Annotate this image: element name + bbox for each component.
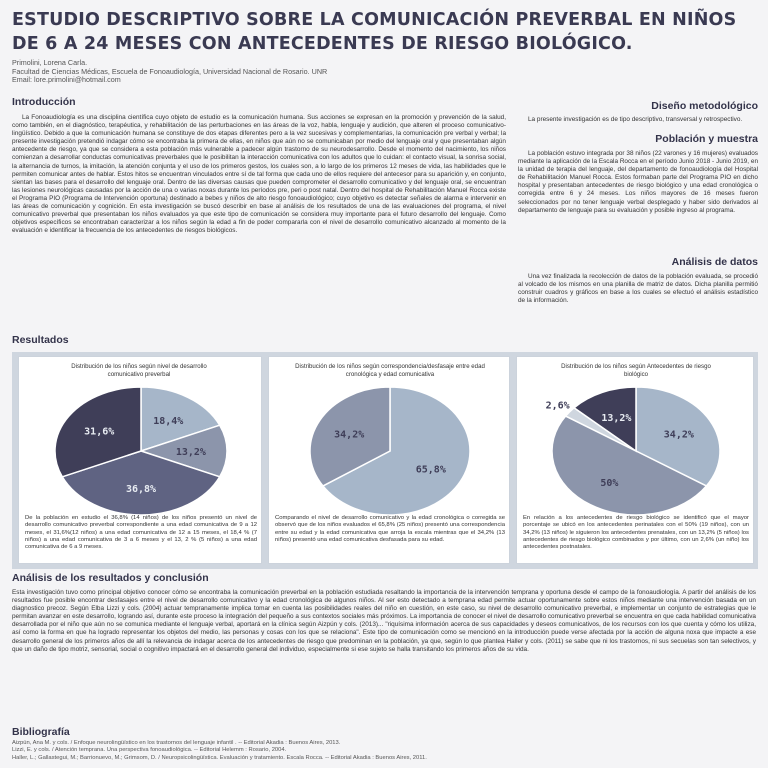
pie-1-label-3: 36,8% — [125, 484, 157, 496]
methodology-heading: Diseño metodológico — [651, 100, 758, 112]
introduction-heading: Introducción — [12, 96, 76, 108]
bibliography-heading: Bibliografía — [12, 726, 70, 738]
results-heading: Resultados — [12, 334, 69, 346]
pie-3-label-1: 34,2% — [663, 429, 694, 441]
introduction-text: La Fonoaudiología es una disciplina científica cuyo objeto de estudio es la comunicación humana. Sus acciones se expresan en la promoción y prevención de la salud, como también, en el diagnóstico, terapéutica, y rehabilitación de las perturbaciones en las áreas de la voz, habla, lenguaje y audición, que alteren el proceso comunicativo-lingüístico. Debido a que la comunicación humana se constituye de dos etapas diferentes pero a la vez sucesivas y complementarias, la comunicación pre verbal y verbal; la presente investigación pretendió indagar cómo se encontraba la primera de ellas, en niños que aún no se comunicaban por medio del lenguaje oral y que presentaban algún antecedente de riesgo, ya que se considera a esta población más vulnerable a padecer algún trastorno de su neurodesarrollo. Desde el momento del nacimiento, los niños comienzan a desarrollar conductas comunicativas preverbales que le posibilitan la interacción comunicativa con los adultos que lo cuidan: el contacto visual, la sonrisa social, la alternancia de turnos, la imitación, la atención conjunta y el uso de los primeros gestos, los cuales son, a lo largo de los primeros 12 meses de vida, las habilidades que le permiten comunicar antes de hablar. Estos hitos se encuentran vinculados entre sí de tal forma que cada uno de ellos requiere del antecesor para su aparición y, en conjunto, sientan las bases para el desarrollo del lenguaje oral. Dentro de las diversas causas que pueden comprometer el desarrollo comunicativo y del lenguaje oral, se encuentran las lesiones neurológicas causadas por la acción de una o varias noxas durante los períodos pre, peri o post natal. Dentro del hospital de Rehabilitación Manuel Rocca existe el Programa PIO (Programa de Intervención oportuna) destinado a bebes y niños de alto riesgo fonoaudiológico; cuyo objetivo es detectar señales de alarma e intervenir en las áreas de comunicación y cognición. En esta investigación se buscó describir en base al análisis de los resultados de una de las evaluaciones del programa, el nivel comunicativo preverbal que presentaban los niños evaluados ya que este tipo de comunicación se considera muy importante para el futuro desarrollo del lenguaje. Como objetivos específicos se encontraban caracterizar a los niños según la edad a fin de poder compararla con el nivel de desarrollo comunicativo alcanzado al momento de la evaluación e identificar la frecuencia de los antecedentes de riesgos biológicos. — [12, 114, 506, 235]
population-text: La población estuvo integrada por 38 niños (22 varones y 16 mujeres) evaluados mediante la aplicación de la Escala Rocca en el período Junio 2018 - Junio 2019, en la unidad de terapia del lenguaje, del departamento de fonoaudiología del Hospital de Rehabilitación Manuel Rocca. Estos formaban parte del Programa PIO en dicho hospital y presentaban antecedentes de riesgo biológico y una edad cronológica o corregida entre 6 y 24 meses. Los niños mayores de 16 meses fueron seleccionados por no tener lenguaje verbal desplegado y haber sido derivados al departamento de lenguaje para su evaluación y posible ingreso al programa. — [518, 150, 758, 214]
author-name: Primolini, Lorena Carla. — [12, 58, 88, 67]
chart-3-title: Distribución de los niños según Antecedentes de riesgo biológico — [561, 363, 711, 378]
chart-2-svg — [269, 381, 511, 521]
pie-1-label-1: 18,4% — [153, 415, 184, 427]
bibliography-item: Aizpún, Ana M. y cols. / Enfoque neurolingüístico en los trastornos del lenguaje infantil . -- Editorial Akadia : Buenos Aires, 2013. — [12, 740, 341, 746]
analysis-heading: Análisis de los resultados y conclusión — [12, 572, 209, 584]
authors-block — [12, 59, 327, 85]
population-heading: Población y muestra — [655, 133, 758, 145]
pie-1-label-4: 31,6% — [84, 426, 115, 438]
pie-2-label-1: 65,8% — [415, 464, 446, 476]
chart-box-2 — [268, 356, 510, 564]
pie-3-label-4: 13,2% — [601, 413, 632, 425]
author-email: Email: lore.primolini@hotmail.com — [12, 75, 121, 85]
chart-1-svg — [19, 381, 263, 521]
pie-2-label-2: 34,2% — [334, 429, 365, 441]
author-affiliation: Facultad de Ciencias Médicas, Escuela de Fonoaudiología, Universidad Nacional de Rosario. UNR — [12, 66, 328, 76]
analysis-text: Esta investigación tuvo como principal objetivo conocer cómo se encontraba la comunicación preverbal en la población estudiada resaltando la importancia de la intervención temprana y oportuna desde el campo de la fonoaudiología. A partir del análisis de los resultados fue posible encontrar desfasajes entre el nivel de desarrollo comunicativo y la edad cronológica de algunos niños. Al ser esto detectado a temprana edad permite actuar oportunamente sobre estos niños mediante una intervención basada en un diagnostico precoz. Según Elba Lizzi y cols. (2004) actuar tempranamente implica tomar en cuenta las posibilidades reales del niño en cuestión, en este caso, su nivel de desarrollo comunicativo preverbal, e implementar un conjunto de estrategias que le permitan avanzar en este desarrollo, logrando así, durante este proceso la integración del pequeño a sus contextos sociales más próximos. La importancia de conocer el nivel de desarrollo comunicativo preverbal se encuentra en que cada habilidad comunicativa desarrollada por el niño que aún no se comunica mediante el lenguaje verbal, aportará en la clínica según Aizpún y cols. (2013)... "riquísima información acerca de sus capacidades y deseos comunicativos, de los recursos con los que cuenta y cómo los utiliza, así como la forma en que ha logrado representar los objetos del medio, las personas y cosas con los que se relaciona". Este tipo de comunicación como se mencionó en la introducción puede verse afectada por la acción de alguna noxa que impacte a ese desarrollo general de los primeros años de allí la relevancia de indagar acerca de los antecedentes de riesgo que predominan en la población, ya que, según lo que plantea Haller y cols. (2011) se sabe que ni los trastornos, ni sus secuelas son tan selectivos, y que un daño de tipo motriz, sensorial, social o cognitivo impactará en el desarrollo general del individuo, especialmente si ese sujeto se halla transitando los primeros años de su vida. — [12, 589, 756, 653]
pie-3-label-2: 50% — [600, 478, 619, 490]
chart-box-1 — [18, 356, 262, 564]
chart-1-caption: De la población en estudio el 36,8% (14 niños) de los niños presentó un nivel de desarrollo comunicativo preverbal correspondiente a una edad comunicativa de 9 a 12 meses, el 31,6%(12 niños) a una edad comunicativa de 12 a 15 meses, el 18,4 % (7 niños) a una edad comunicativa de 3 a 6 meses y el 13, 2 % (5 niños) a una edad comunicativa de 6 a 9 meses. — [25, 515, 257, 551]
bibliography-item: Haller, L.; Gallastegui, M.; Barrionuevo, M.; Grimsom, D. / Neuropsicolingüística. Evaluación y tratamiento. Escala Rocca. -- Editorial Akadia : Buenos Aires, 2011. — [12, 754, 427, 761]
pie-1-label-2: 13,2% — [175, 447, 206, 458]
chart-box-3 — [516, 356, 754, 564]
bibliography-item: Lizzi, E. y cols. / Atención temprana. Una perspectiva fonoaudiológica. -- Editorial Helemm : Rosario, 2004. — [12, 747, 287, 754]
chart-3-caption: En relación a los antecedentes de riesgo biológico se identificó que el mayor porcentaje se ubicó en los antecedentes perinatales con el 50% (19 niños), con un 34,2% (13 niños) le siguieron los antecedentes prenatales, con un 13,2% (5 niños) los antecedentes de riesgo biológico combinados y por último, con un 2,6% (un niño) los antecedentes postnatales. — [523, 515, 749, 551]
chart-3-svg — [517, 381, 755, 521]
poster-title: ESTUDIO DESCRIPTIVO SOBRE LA COMUNICACIÓN PREVERBAL EN NIÑOS DE 6 A 24 MESES CON ANTECEDENTES DE RIESGO BIOLÓGICO. — [12, 10, 737, 54]
chart-2-caption: Comparando el nivel de desarrollo comunicativo y la edad cronológica o corregida se observó que de los niños evaluados el 65,8% (25 niños) presentó una correspondencia entre su edad y la edad comunicativa que arroja la escala mientras que el 34,2% (13 niños) presentó una edad comunicativa desfasada para su edad. — [275, 515, 505, 543]
chart-1-title: Distribución de los niños según nivel de desarrollo comunicativo preverbal — [71, 363, 207, 378]
methodology-text: La presente investigación es de tipo descriptivo, transversal y retrospectivo. — [528, 116, 743, 123]
data-analysis-heading: Análisis de datos — [671, 256, 758, 268]
data-analysis-text: Una vez finalizada la recolección de datos de la población evaluada, se procedió al volcado de los mismos en una planilla de matriz de datos. Dicha planilla permitió construir cuadros y gráficos en base a los cuales se efectuó el análisis estadístico de la información. — [518, 273, 758, 305]
chart-2-title: Distribución de los niños según correspondencia/desfasaje entre edad cronológica y edad comunicativa — [295, 363, 485, 378]
pie-3-label-3: 2,6% — [545, 400, 570, 412]
bibliography-list — [12, 740, 427, 762]
